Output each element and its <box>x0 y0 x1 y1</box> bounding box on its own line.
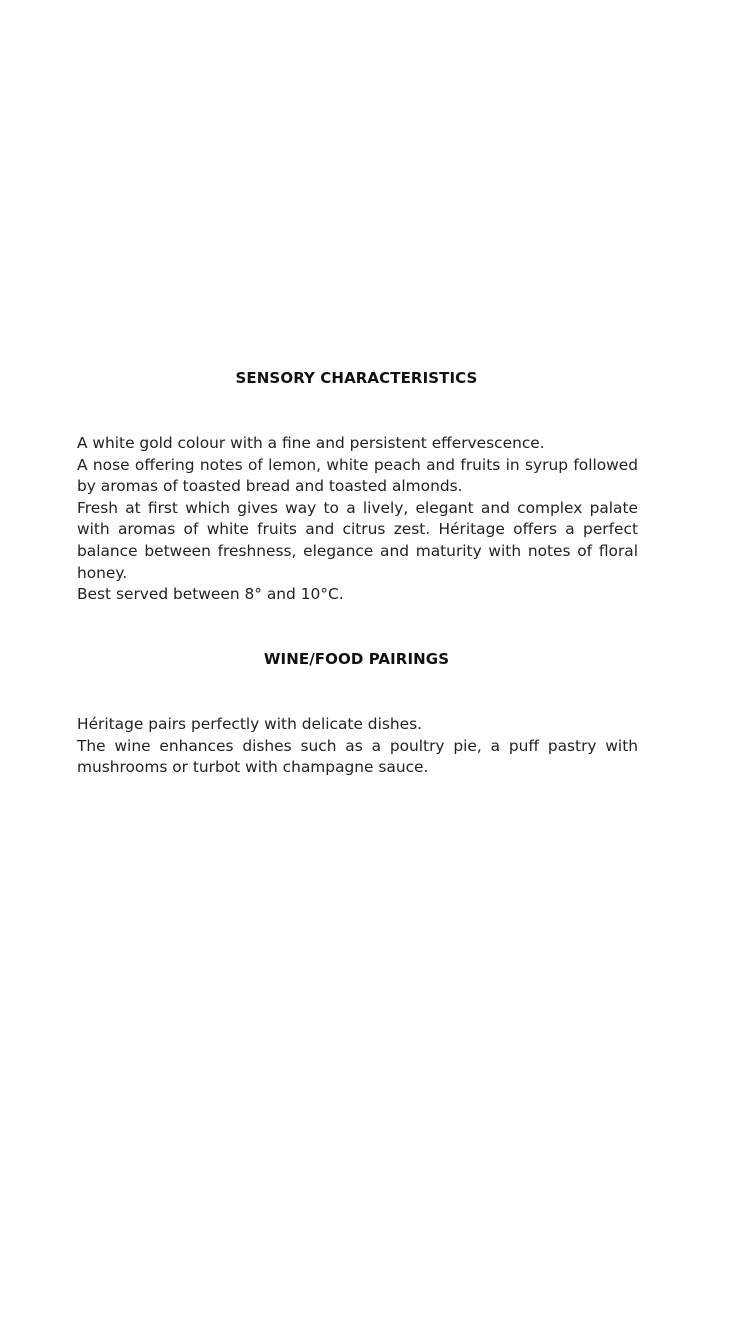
sensory-characteristics-text <box>77 433 638 606</box>
pairings-dishes-paragraph: The wine enhances dishes such as a poultry pie, a puff pastry with mushrooms or turbot with champagne sauce. <box>77 736 638 777</box>
sensory-characteristics-heading: SENSORY CHARACTERISTICS <box>235 369 478 387</box>
wine-food-pairings-heading: WINE/FOOD PAIRINGS <box>263 650 450 668</box>
sensory-colour-paragraph: A white gold colour with a fine and persistent effervescence. <box>77 434 545 452</box>
sensory-palate-paragraph: Fresh at first which gives way to a lively, elegant and complex palate with aromas of white fruits and citrus zest. Héritage offers a perfect balance between freshness, elegance and maturity with notes of floral honey. <box>77 498 638 582</box>
wine-food-pairings-text <box>77 714 638 779</box>
sensory-nose-paragraph: A nose offering notes of lemon, white peach and fruits in syrup followed by aromas of toasted bread and toasted almonds. <box>77 455 638 496</box>
sensory-serving-paragraph: Best served between 8° and 10°C. <box>77 585 344 604</box>
pairings-intro-paragraph: Héritage pairs perfectly with delicate dishes. <box>77 715 423 733</box>
